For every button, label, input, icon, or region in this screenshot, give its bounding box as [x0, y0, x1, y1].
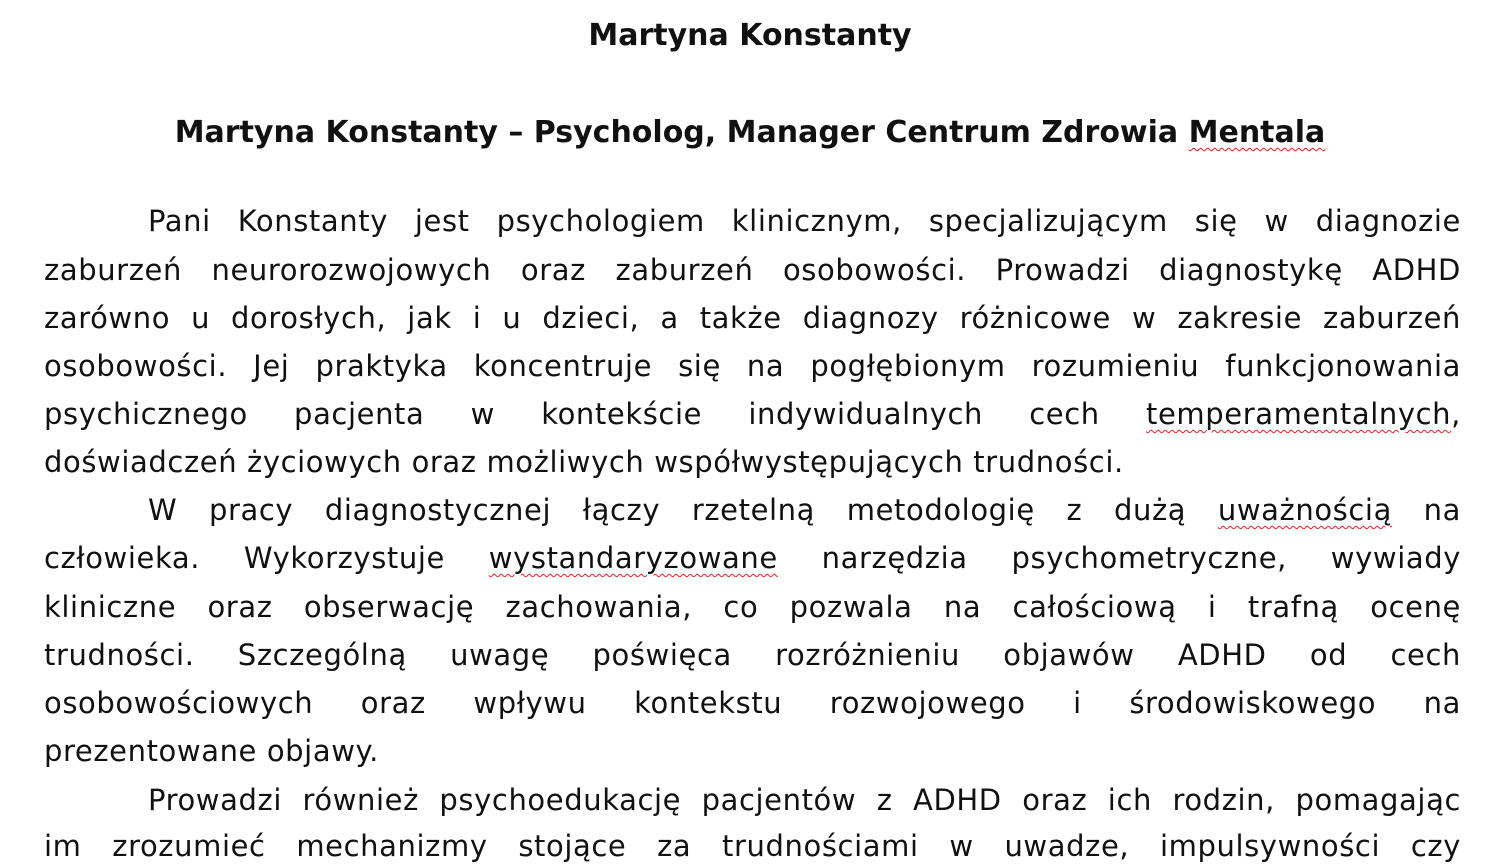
paragraph-line: kliniczne oraz obserwację zachowania, co pozwala na całościową i trafną ocenę — [44, 590, 1461, 624]
paragraph-line — [44, 394, 1461, 434]
line-text: narzędzia psychometryczne, wywiady — [777, 541, 1461, 575]
spellcheck-flagged-word[interactable]: temperamentalnych — [1146, 397, 1452, 431]
document-title: Martyna Konstanty — [588, 18, 912, 53]
line-text: , — [1451, 397, 1461, 431]
subtitle-text: Martyna Konstanty – Psycholog, Manager Centrum Zdrowia — [174, 115, 1189, 150]
line-text: psychicznego pacjenta w kontekście indywidualnych cech — [44, 397, 1147, 431]
line-text: W pracy diagnostycznej łączy rzetelną metodologię z dużą — [148, 493, 1218, 527]
paragraph-line — [148, 490, 1461, 530]
paragraph-line: Prowadzi również psychoedukację pacjentów z ADHD oraz ich rodzin, pomagając — [148, 783, 1461, 817]
paragraph-line: zarówno u dorosłych, jak i u dzieci, a także diagnozy różnicowe w zakresie zaburzeń — [44, 301, 1461, 335]
line-text: człowieka. Wykorzystuje — [44, 541, 489, 575]
paragraph-line: im zrozumieć mechanizmy stojące za trudnościami w uwadze, impulsywności czy — [44, 829, 1461, 863]
paragraph-line — [44, 538, 1461, 578]
paragraph-line: osobowościowych oraz wpływu kontekstu rozwojowego i środowiskowego na — [44, 686, 1461, 720]
document-subtitle — [0, 113, 1500, 153]
spellcheck-flagged-word[interactable]: uważnością — [1217, 493, 1392, 527]
paragraph-line: osobowości. Jej praktyka koncentruje się na pogłębionym rozumieniu funkcjonowania — [44, 349, 1461, 383]
paragraph-line: trudności. Szczególną uwagę poświęca rozróżnieniu objawów ADHD od cech — [44, 638, 1461, 672]
paragraph-line: zaburzeń neurorozwojowych oraz zaburzeń osobowości. Prowadzi diagnostykę ADHD — [44, 253, 1461, 287]
spellcheck-flagged-word[interactable]: Mentala — [1188, 115, 1326, 150]
paragraph-line: Pani Konstanty jest psychologiem klinicznym, specjalizującym się w diagnozie — [148, 204, 1461, 238]
paragraph-line: prezentowane objawy. — [44, 734, 379, 768]
paragraph-line: doświadczeń życiowych oraz możliwych współwystępujących trudności. — [44, 445, 1124, 479]
line-text: na — [1391, 493, 1461, 527]
spellcheck-flagged-word[interactable]: wystandaryzowane — [488, 541, 778, 575]
